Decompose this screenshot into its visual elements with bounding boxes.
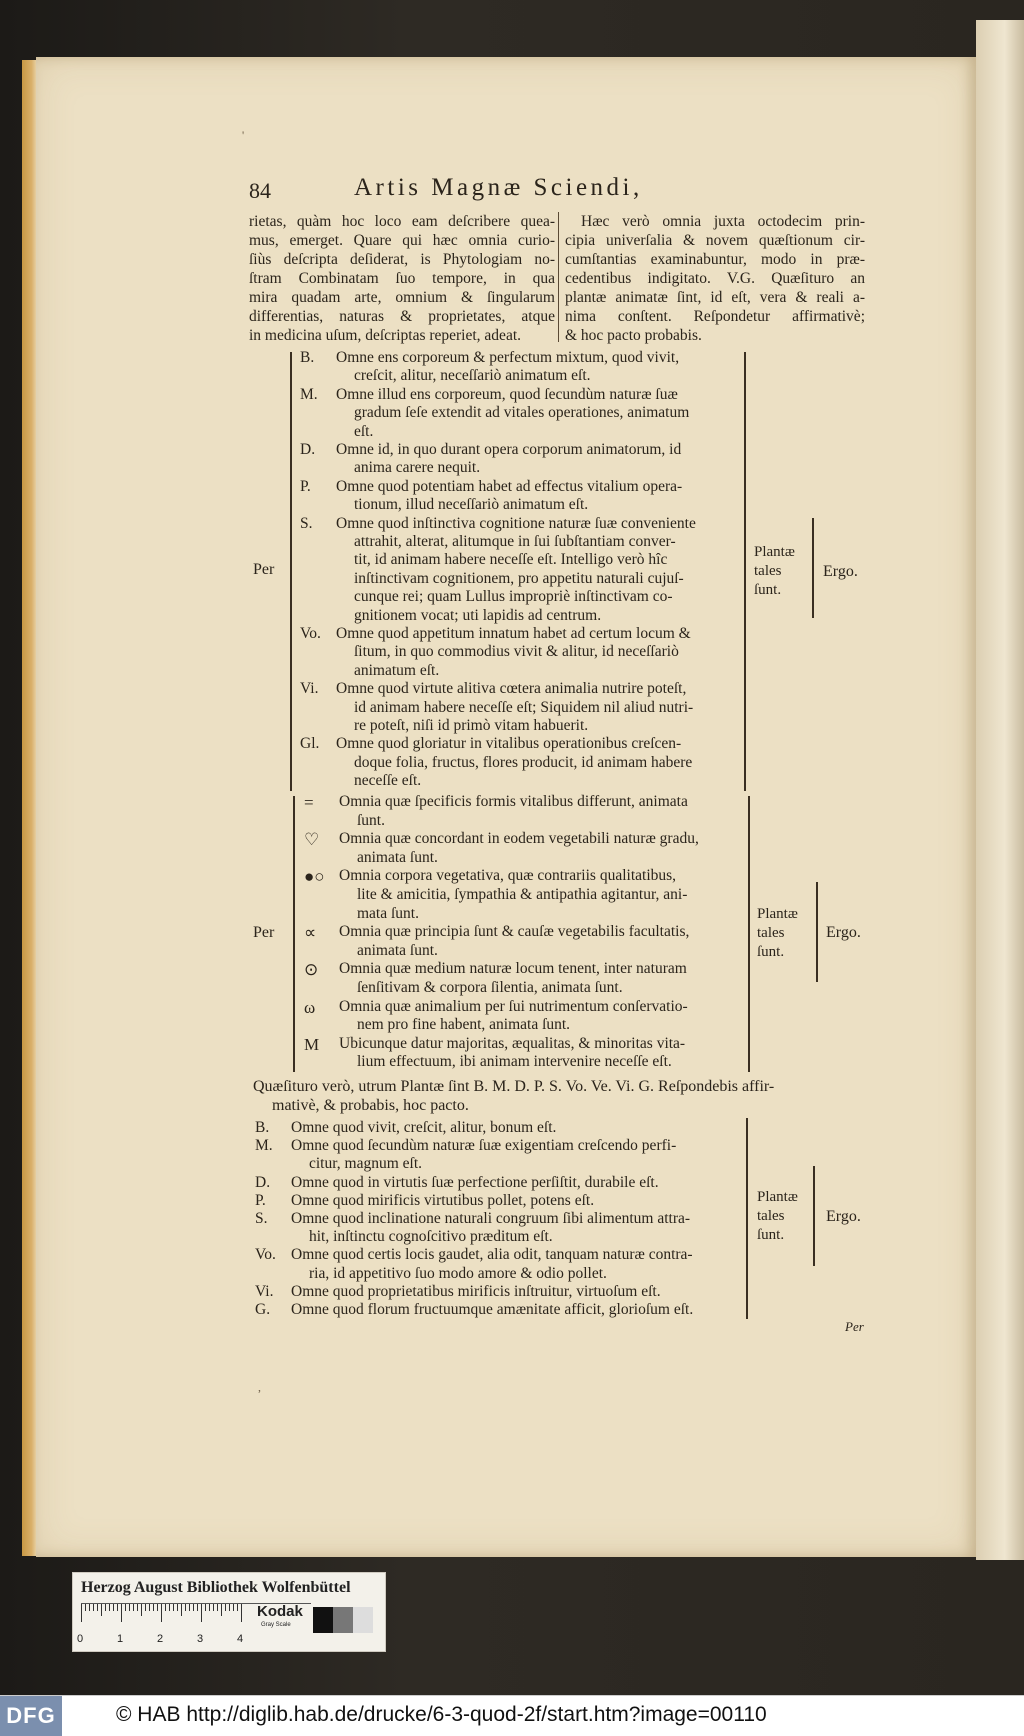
item-letter: B. [300,349,315,366]
item-letter: Gl. [300,735,320,753]
item-line: inſtinctivam cognitionem, pro appetitu naturali cujuſ- [354,569,684,587]
ruler-tick [133,1604,134,1611]
per-label-block1: Per [253,561,275,578]
item-line: Omnia quæ concordant in eodem vegetabili naturæ gradu, [339,830,699,848]
ruler-tick [157,1604,158,1611]
ruler-tick [189,1604,190,1611]
ruler-tick [149,1604,150,1611]
ruler-tick [109,1604,110,1611]
item-line: Omne quod proprietatibus mirificis inſtruitur, virtuoſum eſt. [291,1282,661,1300]
intro-right-column [565,212,865,345]
left-brace-block1 [290,352,292,791]
ruler-tick [217,1604,218,1611]
item-line: Omne quod potentiam habet ad effectus vitalium opera- [336,477,683,495]
ergo-label-block1: Ergo. [823,563,858,580]
item-line: attrahit, alterat, alitumque in ſui ſubſtantiam conver- [354,533,676,550]
ergo-label-block2: Ergo. [826,924,861,941]
item-line: anima carere nequit. [354,459,481,477]
item-line: ſunt. [357,811,385,829]
item-letter: D. [300,441,316,458]
ruler-tick [201,1604,202,1622]
inner-brace-block2 [816,882,818,982]
kodak-gray-scale-label: Gray Scale [261,1622,291,1628]
left-brace-block2 [293,796,295,1072]
intro-line: plantæ animatæ ſint, id eſt, vera & reali a- [565,289,865,306]
catchword: Per [845,1319,864,1334]
ruler-tick [241,1604,242,1622]
ruler-tick [153,1604,154,1611]
per-label-block2: Per [253,924,275,941]
page-number: 84 [249,178,271,203]
item-line: Omnia quæ ſpecificis formis vitalibus differunt, animata [339,793,688,810]
conclusion-line: tales [757,925,785,941]
item-line: id animam habere neceſſe eſt; Siquidem nil aliud nutri- [354,698,694,716]
item-line: Omnia quæ medium naturæ locum tenent, inter naturam [339,960,687,978]
intro-line: mus, emerget. Quare qui hæc omnia curio- [249,232,555,249]
ruler-tick [145,1604,146,1611]
ink-speck: ' [242,128,245,142]
item-line: Omnia corpora vegetativa, quæ contrariis qualitatibus, [339,867,677,885]
item-line: Omne quod appetitum innatum habet ad certum locum & [336,625,691,642]
conclusion-line: tales [754,563,782,579]
ruler-tick [181,1604,182,1616]
item-symbol: ⊙ [304,960,319,980]
item-line: animata ſunt. [357,941,438,959]
item-line: Omne quod ſecundùm naturæ ſuæ exigentiam creſcendo perfi- [291,1137,677,1155]
item-letter: P. [300,477,311,495]
question-line: Quæſituro verò, utrum Plantæ ſint B. M. D. P. S. Vo. Ve. Vi. G. Reſpondebis affir- [253,1078,775,1095]
item-line: Ubicunque datur majoritas, æqualitas, & minoritas vita- [339,1034,686,1052]
item-letter: P. [255,1191,266,1209]
item-letter: D. [255,1173,271,1191]
item-letter: Vo. [300,625,321,642]
conclusion-line: ſunt. [757,944,785,960]
footer-bar [0,1695,1024,1736]
item-letter: S. [255,1210,268,1227]
item-line: nem pro fine habent, animata ſunt. [357,1016,571,1034]
gray-swatch-light [353,1607,373,1633]
inner-brace-block1 [812,518,814,618]
item-line: animata ſunt. [357,848,438,866]
intro-line: rietas, quàm hoc loco eam deſcribere quea- [249,213,555,230]
item-symbol: ♡ [304,830,320,850]
item-line: citur, magnum eſt. [309,1155,423,1173]
intro-line: & hoc pacto probabis. [565,327,702,344]
ruler-tick [185,1604,186,1611]
intro-line: ſtram Combinatam ſuo tempore, in qua [249,270,555,287]
ruler-tick [193,1604,194,1611]
ruler-number: 4 [237,1633,244,1645]
question-line: mativè, & probabis, hoc pacto. [272,1096,469,1114]
item-line: lite & amicitia, ſympathia & antipathia agitantur, ani- [357,886,688,903]
ink-speck: , [258,1380,261,1394]
ergo-label-block3: Ergo. [826,1208,861,1225]
ruler-tick [213,1604,214,1611]
conclusion-line: Plantæ [754,544,795,560]
ruler-tick [169,1604,170,1611]
item-letter: Vi. [255,1282,274,1300]
inner-brace-block3 [813,1166,815,1266]
item-symbol: ●○ [304,867,325,887]
ruler-number: 0 [77,1633,84,1645]
dfg-logo: DFG [0,1696,62,1736]
ruler-tick [161,1604,162,1622]
item-line: Omne quod inſtinctiva cognitione naturæ ſuæ conveniente [336,514,696,532]
item-line: cunque rei; quam Lullus impropriè inſtinctivam co- [354,588,673,606]
item-line: Omne quod in virtutis ſuæ perfectione perſiſtit, durabile eſt. [291,1173,659,1191]
item-line: re poteſt, niſi id primò vitam habuerit. [354,717,589,734]
item-line: Omnia quæ principia ſunt & cauſæ vegetabilis facultatis, [339,923,690,941]
item-line: tionum, illud neceſſariò animatum eſt. [354,496,589,514]
ruler-tick [81,1604,82,1622]
item-symbol: ω [304,997,316,1017]
item-line: Omne ens corporeum & perfectum mixtum, quod vivit, [336,349,680,366]
ruler-tick [105,1604,106,1611]
ruler-tick [89,1604,90,1611]
ruler-tick [129,1604,130,1611]
item-line: lium effectuum, ibi animam intervenire neceſſe eſt. [357,1053,672,1071]
right-brace-block1 [744,352,746,791]
item-symbol: ∝ [304,923,317,943]
ruler-tick [233,1604,234,1611]
item-letter: Vi. [300,680,319,698]
ruler-tick [197,1604,198,1611]
right-brace-block2 [748,796,750,1072]
item-line: ſitum, in quo commodius vivit & alitur, id neceſſariò [354,643,679,661]
gray-swatch-black [313,1607,333,1633]
running-title: Artis Magnæ Sciendi, [354,174,643,201]
intro-left-column [249,212,555,345]
item-line: Omnia quæ animalium per ſui nutrimentum conſervatio- [339,997,688,1015]
ruler-number: 2 [157,1633,164,1645]
item-line: gnitionem vocat; uti lapidis ad centrum. [354,606,602,624]
intro-line: Hæc verò omnia juxta octodecim prin- [581,213,865,230]
item-line: doque folia, fructus, flores producit, id animam habere [354,753,693,771]
item-line: animatum eſt. [354,661,440,679]
ruler-tick [113,1604,114,1611]
ruler-tick [117,1604,118,1611]
ruler-tick [229,1604,230,1611]
item-line: tit, id animam habere neceſſe eſt. Intelligo verò hîc [354,551,668,569]
intro-line: cumſtantias examinabuntur, modo in præ- [565,251,865,268]
gray-swatch-mid [333,1607,353,1633]
ruler-tick [101,1604,102,1616]
item-symbol: = [304,793,314,812]
item-line: Omne quod vivit, creſcit, alitur, bonum eſt. [291,1119,557,1136]
item-letter: B. [255,1119,270,1136]
ruler-tick [165,1604,166,1611]
kodak-logo: Kodak [257,1603,303,1620]
footer-credit-link[interactable]: © HAB http://diglib.hab.de/drucke/6-3-quod-2f/start.htm?image=00110 [116,1703,767,1726]
library-name: Herzog August Bibliothek Wolfenbüttel [81,1579,351,1596]
ruler-tick [137,1604,138,1611]
item-line: Omne quod florum fructuumque amænitate afficit, glorioſum eſt. [291,1301,694,1318]
item-letter: M. [300,385,318,403]
ruler-tick [173,1604,174,1611]
item-line: gradum ſeſe extendit ad vitales operationes, animatum [354,404,690,422]
item-line: ria, id appetitivo ſuo modo amore & odio pollet. [309,1264,607,1282]
ruler-tick [209,1604,210,1611]
ruler-tick [177,1604,178,1611]
item-letter: S. [300,514,313,532]
ruler-tick [141,1604,142,1616]
item-letter: M. [255,1137,273,1155]
ruler-tick [205,1604,206,1611]
intro-line: nima conſtent. Reſpondetur affirmativè; [565,308,865,325]
intro-line: differentias, naturas & proprietates, atque [249,308,555,325]
ruler-tick [93,1604,94,1611]
item-letter: G. [255,1301,271,1318]
item-letter: Vo. [255,1246,276,1264]
item-line: Omne quod virtute alitiva cœtera animalia nutrire poteſt, [336,680,687,698]
item-line: Omne quod gloriatur in vitalibus operationibus creſcen- [336,735,682,753]
intro-line: cipia univerſalia & novem quæſtionum cir- [565,232,865,249]
item-line: ſenſitivam & corpora ſilentia, animata ſunt. [357,979,623,996]
ruler-tick [85,1604,86,1611]
column-divider [558,212,559,342]
conclusion-line: ſunt. [757,1227,785,1243]
item-line: neceſſe eſt. [354,772,422,790]
ruler-number: 3 [197,1633,204,1645]
ruler-number: 1 [117,1633,124,1645]
item-symbol: M [304,1034,320,1054]
item-line: eſt. [354,422,374,440]
intro-line: mira quadam arte, omnium & ſingularum [249,289,555,306]
conclusion-line: Plantæ [757,906,798,922]
conclusion-line: tales [757,1208,785,1224]
library-color-card [72,1572,386,1652]
item-line: Omne quod certis locis gaudet, alia odit, tanquam naturæ contra- [291,1246,693,1264]
ruler-tick [221,1604,222,1616]
item-line: Omne quod mirificis virtutibus pollet, potens eſt. [291,1191,595,1209]
item-line: Omne illud ens corporeum, quod ſecundùm naturæ ſuæ [336,385,678,403]
item-line: Omne quod inclinatione naturali congruum ſibi alimentum attra- [291,1210,691,1227]
item-line: Omne id, in quo durant opera corporum animatorum, id [336,441,682,458]
right-brace-block3 [746,1118,748,1319]
item-line: mata ſunt. [357,904,419,922]
ruler-tick [237,1604,238,1611]
intro-line: cedentibus indigitato. V.G. Quæſituro an [565,270,865,287]
conclusion-line: Plantæ [757,1189,798,1205]
conclusion-line: ſunt. [754,582,782,598]
intro-line: ſiùs deſcripta deſiderat, is Phytologiam no- [249,251,555,268]
intro-line: in medicina uſum, deſcriptas reperiet, adeat. [249,327,521,344]
ruler-tick [97,1604,98,1611]
ruler-tick [125,1604,126,1611]
item-line: hit, inſtinctu cognoſcitivo præditum eſt. [309,1228,553,1246]
ruler-tick [225,1604,226,1611]
ruler-tick [121,1604,122,1622]
item-line: creſcit, alitur, neceſſariò animatum eſt. [354,367,591,385]
